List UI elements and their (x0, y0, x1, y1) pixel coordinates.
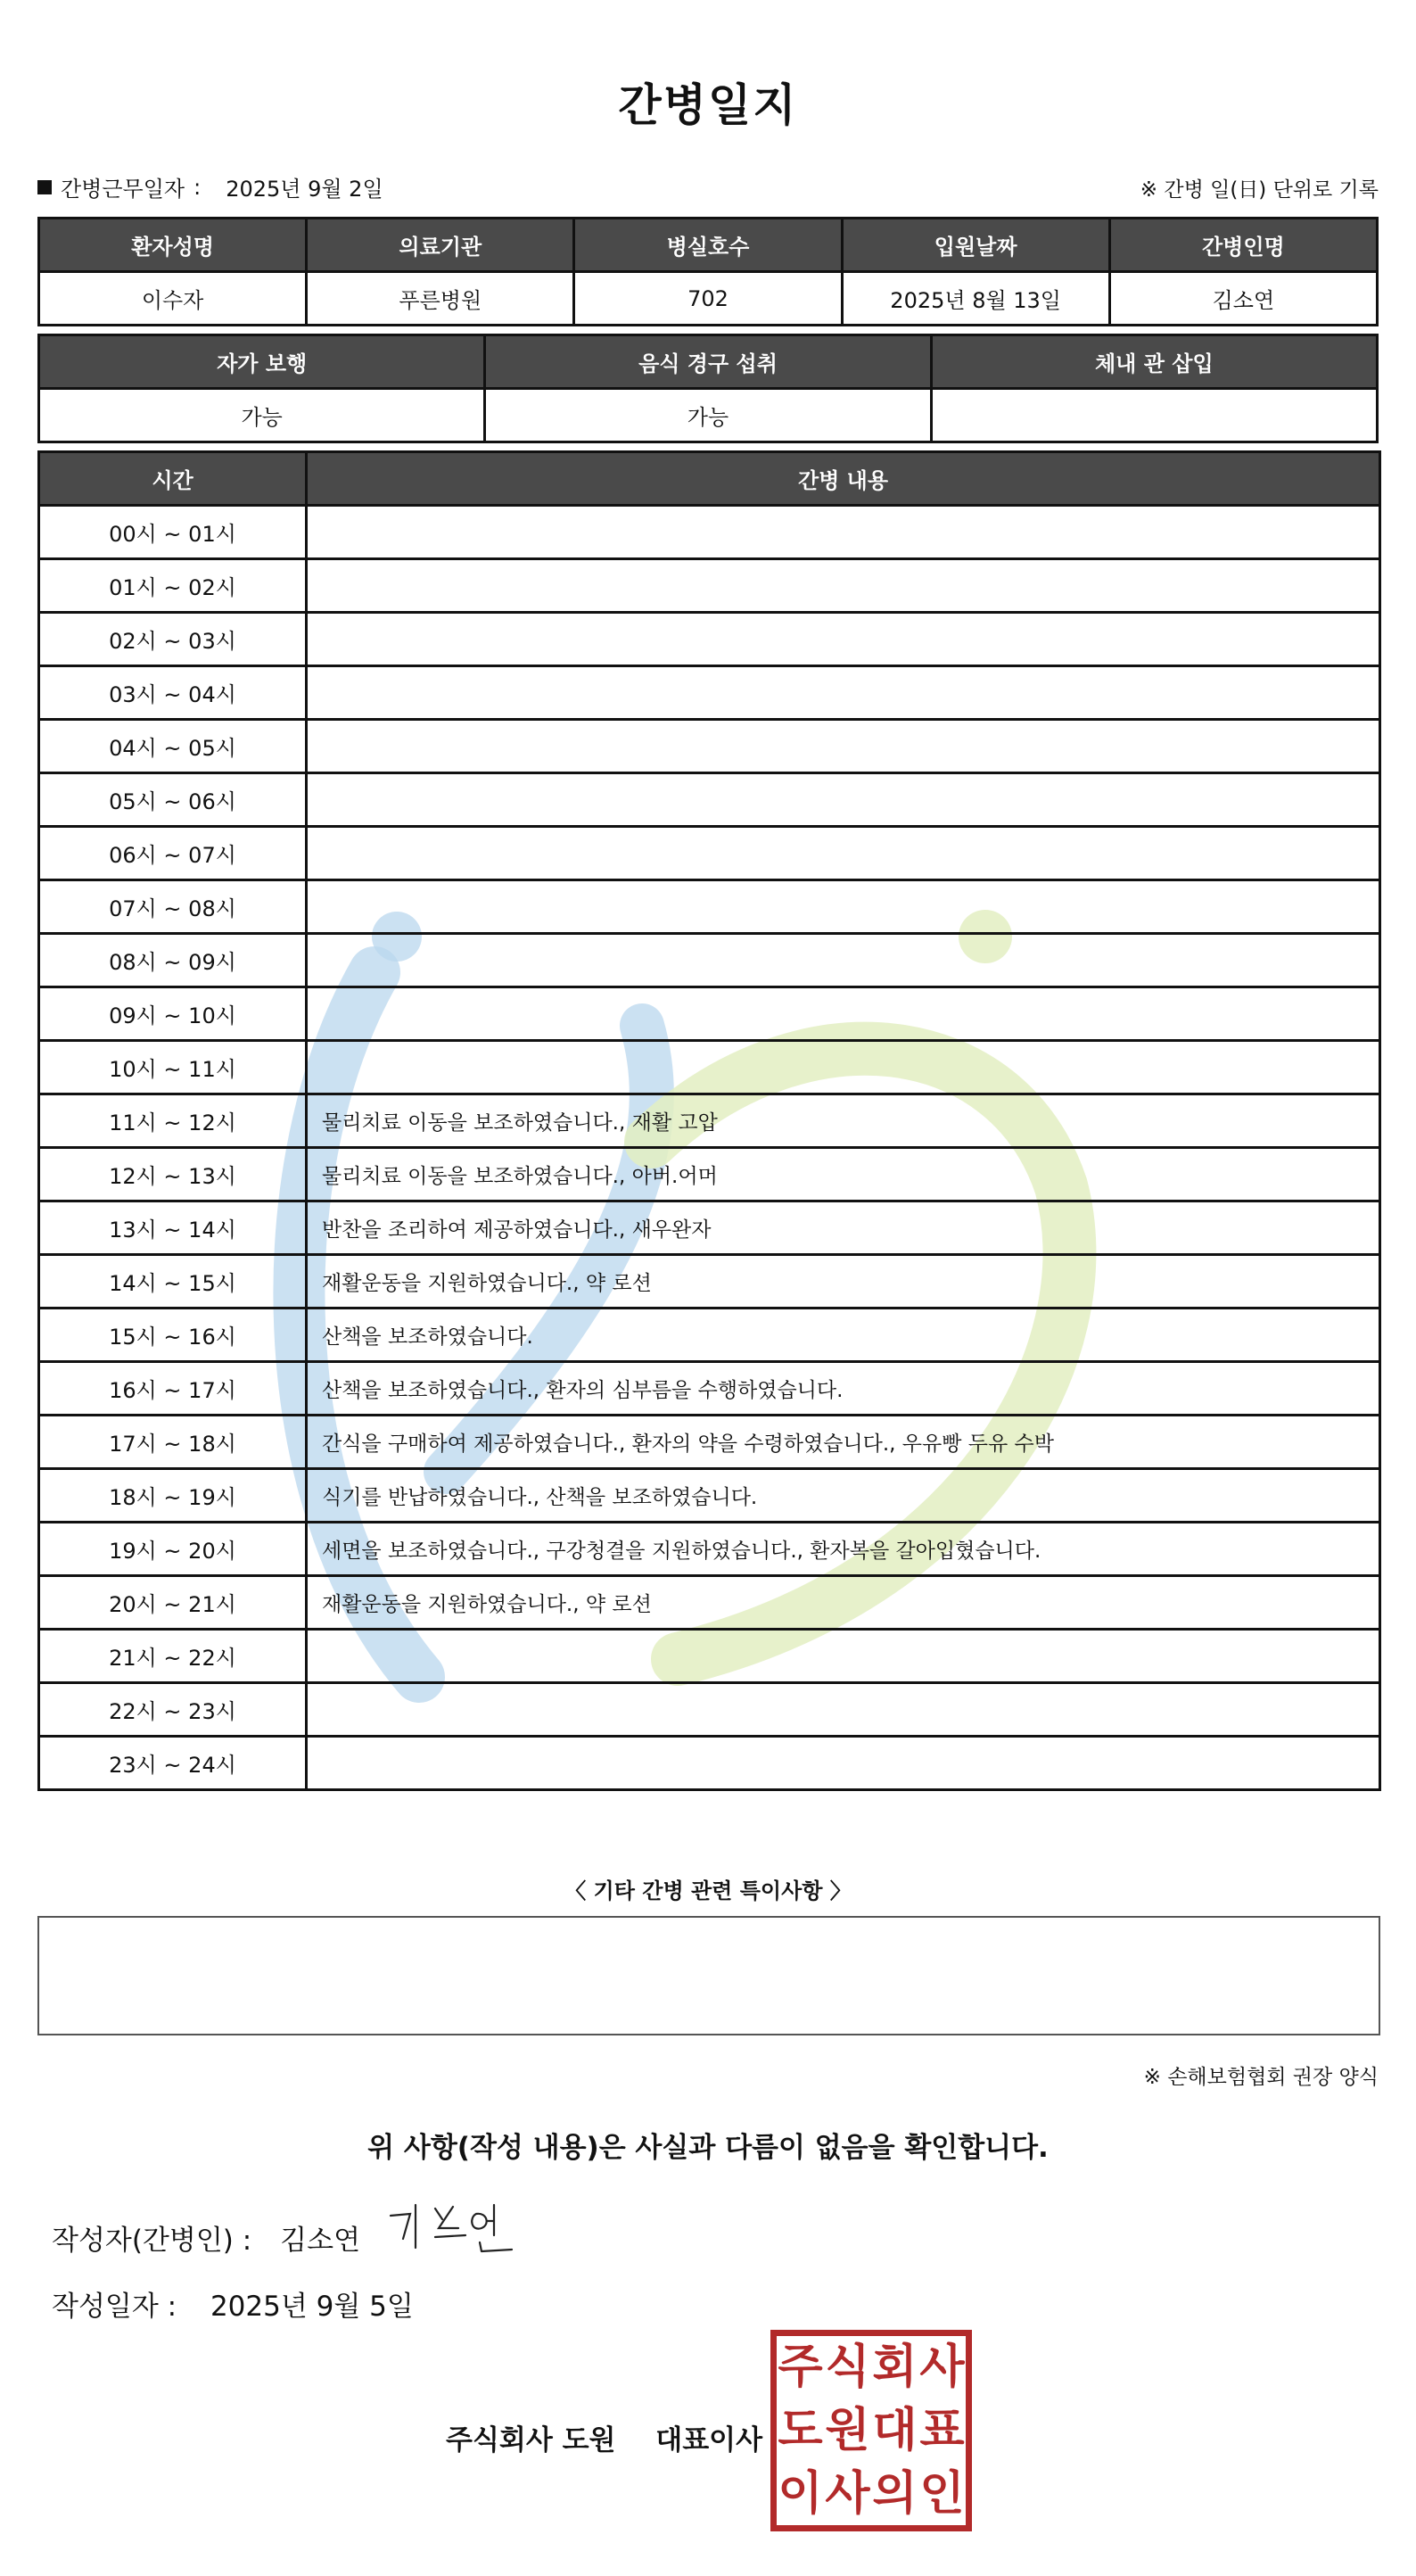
table-row (39, 666, 1380, 720)
log-content-cell (307, 559, 1380, 613)
writer-label: 작성자(간병인) : (52, 2225, 252, 2257)
table-row (39, 559, 1380, 613)
log-time-cell: 16시 ~ 17시 (39, 1362, 307, 1416)
log-time-cell: 08시 ~ 09시 (39, 934, 307, 987)
work-date-sep: : (193, 174, 202, 200)
log-time-cell: 23시 ~ 24시 (39, 1737, 307, 1790)
log-time-cell: 03시 ~ 04시 (39, 666, 307, 720)
table-row (39, 1683, 1380, 1737)
log-time-cell: 20시 ~ 21시 (39, 1576, 307, 1630)
patient-value-row (39, 272, 1378, 326)
log-time-cell: 17시 ~ 18시 (39, 1416, 307, 1469)
header-tube-insertion: 체내 관 삽입 (931, 335, 1377, 389)
seal-character: 이 (778, 2465, 823, 2521)
log-content-cell (307, 1737, 1380, 1790)
work-date-label: 간병근무일자 (61, 177, 185, 202)
log-time-cell: 09시 ~ 10시 (39, 987, 307, 1041)
room-number: 702 (574, 272, 842, 326)
log-content-cell (307, 880, 1380, 934)
log-time-cell: 15시 ~ 16시 (39, 1309, 307, 1362)
log-content-cell (307, 666, 1380, 720)
seal-character: 회 (872, 2340, 918, 2395)
log-content-cell: 재활운동을 지원하였습니다., 약 로션 (307, 1255, 1380, 1309)
writer-line (52, 2217, 360, 2258)
header-care-content: 간병 내용 (307, 452, 1380, 506)
writer-name: 김소연 (280, 2225, 361, 2257)
log-content-cell (307, 827, 1380, 880)
status-value-row (39, 389, 1378, 442)
table-row (39, 1309, 1380, 1362)
log-content-cell (307, 720, 1380, 773)
table-row (39, 613, 1380, 666)
unit-note: ※ 간병 일(日) 단위로 기록 (1140, 178, 1379, 202)
seal-character: 인 (919, 2465, 965, 2521)
log-content-cell: 물리치료 이동을 보조하였습니다., 아버.어머 (307, 1148, 1380, 1201)
log-content-cell: 세면을 보조하였습니다., 구강청결을 지원하였습니다., 환자복을 갈아입혔습니다. (307, 1523, 1380, 1576)
log-content-cell (307, 1041, 1380, 1094)
company-name: 주식회사 도원 (446, 2424, 616, 2456)
seal-character: 주 (778, 2340, 823, 2395)
table-row (39, 1576, 1380, 1630)
log-time-cell: 11시 ~ 12시 (39, 1094, 307, 1148)
log-body (39, 506, 1380, 1790)
admission-date: 2025년 8월 13일 (842, 272, 1109, 326)
header-walking: 자가 보행 (39, 335, 485, 389)
seal-character: 도 (778, 2402, 823, 2457)
log-time-cell: 05시 ~ 06시 (39, 773, 307, 827)
notes-box (37, 1916, 1380, 2035)
seal-character: 식 (825, 2340, 870, 2395)
table-row (39, 1362, 1380, 1416)
write-date-line (52, 2283, 414, 2324)
log-content-cell: 식기를 반납하였습니다., 산책을 보조하였습니다. (307, 1469, 1380, 1523)
confirmation-statement: 위 사항(작성 내용)은 사실과 다름이 없음을 확인합니다. (367, 2132, 1049, 2164)
hospital-name: 푸른병원 (307, 272, 574, 326)
hourly-care-log-table (37, 450, 1381, 1791)
ceo-title: 대표이사 (655, 2424, 763, 2456)
table-row (39, 1255, 1380, 1309)
table-row (39, 934, 1380, 987)
seal-character: 대 (872, 2402, 918, 2457)
table-row (39, 773, 1380, 827)
header-caregiver-name: 간병인명 (1109, 219, 1377, 272)
log-content-cell: 물리치료 이동을 보조하였습니다., 재활 고압 (307, 1094, 1380, 1148)
log-content-cell (307, 1683, 1380, 1737)
notes-title: 〈 기타 간병 관련 특이사항 〉 (564, 1878, 852, 1903)
table-row (39, 1148, 1380, 1201)
write-date-label: 작성일자 : (52, 2291, 177, 2323)
table-row (39, 1416, 1380, 1469)
patient-name: 이수자 (39, 272, 307, 326)
square-bullet-icon (37, 180, 52, 194)
seal-character: 원 (825, 2402, 870, 2457)
log-time-cell: 14시 ~ 15시 (39, 1255, 307, 1309)
table-row (39, 880, 1380, 934)
table-row (39, 1041, 1380, 1094)
log-content-cell (307, 1630, 1380, 1683)
log-time-cell: 12시 ~ 13시 (39, 1148, 307, 1201)
log-time-cell: 19시 ~ 20시 (39, 1523, 307, 1576)
log-header-row (39, 452, 1380, 506)
table-row (39, 1737, 1380, 1790)
log-time-cell: 04시 ~ 05시 (39, 720, 307, 773)
walking-value: 가능 (39, 389, 485, 442)
table-row (39, 1469, 1380, 1523)
table-row (39, 1094, 1380, 1148)
patient-status-table (37, 334, 1379, 443)
caregiver-name: 김소연 (1109, 272, 1377, 326)
tube-insertion-value (931, 389, 1377, 442)
log-content-cell (307, 934, 1380, 987)
log-time-cell: 21시 ~ 22시 (39, 1630, 307, 1683)
log-time-cell: 13시 ~ 14시 (39, 1201, 307, 1255)
header-patient-name: 환자성명 (39, 219, 307, 272)
header-admission-date: 입원날짜 (842, 219, 1109, 272)
handwritten-signature (383, 2196, 526, 2258)
seal-character: 표 (919, 2402, 965, 2457)
log-time-cell: 18시 ~ 19시 (39, 1469, 307, 1523)
company-seal-stamp (770, 2330, 972, 2531)
log-content-cell (307, 506, 1380, 559)
recommended-form-note: ※ 손해보험협회 권장 양식 (1143, 2066, 1379, 2089)
table-row (39, 506, 1380, 559)
seal-character: 사 (919, 2340, 965, 2395)
company-line (446, 2417, 762, 2457)
patient-info-table (37, 217, 1379, 326)
log-time-cell: 00시 ~ 01시 (39, 506, 307, 559)
status-header-row (39, 335, 1378, 389)
patient-header-row (39, 219, 1378, 272)
seal-character: 사 (825, 2465, 870, 2521)
table-row (39, 987, 1380, 1041)
header-time: 시간 (39, 452, 307, 506)
log-content-cell (307, 773, 1380, 827)
table-row (39, 1630, 1380, 1683)
log-content-cell: 반찬을 조리하여 제공하였습니다., 새우완자 (307, 1201, 1380, 1255)
log-content-cell: 간식을 구매하여 제공하였습니다., 환자의 약을 수령하였습니다., 우유빵 두유 수박 (307, 1416, 1380, 1469)
log-content-cell (307, 987, 1380, 1041)
header-oral-intake: 음식 경구 섭취 (485, 335, 931, 389)
log-content-cell: 재활운동을 지원하였습니다., 약 로션 (307, 1576, 1380, 1630)
log-time-cell: 07시 ~ 08시 (39, 880, 307, 934)
work-date-line (37, 171, 383, 202)
write-date-value: 2025년 9월 5일 (210, 2291, 414, 2323)
log-content-cell: 산책을 보조하였습니다. (307, 1309, 1380, 1362)
table-row (39, 1201, 1380, 1255)
work-date-value: 2025년 9월 2일 (226, 177, 383, 202)
log-content-cell: 산책을 보조하였습니다., 환자의 심부름을 수행하였습니다. (307, 1362, 1380, 1416)
log-time-cell: 02시 ~ 03시 (39, 613, 307, 666)
header-room: 병실호수 (574, 219, 842, 272)
log-time-cell: 06시 ~ 07시 (39, 827, 307, 880)
log-time-cell: 22시 ~ 23시 (39, 1683, 307, 1737)
table-row (39, 827, 1380, 880)
log-time-cell: 01시 ~ 02시 (39, 559, 307, 613)
header-hospital: 의료기관 (307, 219, 574, 272)
seal-character: 의 (872, 2465, 918, 2521)
page-title: 간병일지 (618, 79, 798, 131)
table-row (39, 1523, 1380, 1576)
table-row (39, 720, 1380, 773)
log-content-cell (307, 613, 1380, 666)
log-time-cell: 10시 ~ 11시 (39, 1041, 307, 1094)
oral-intake-value: 가능 (485, 389, 931, 442)
